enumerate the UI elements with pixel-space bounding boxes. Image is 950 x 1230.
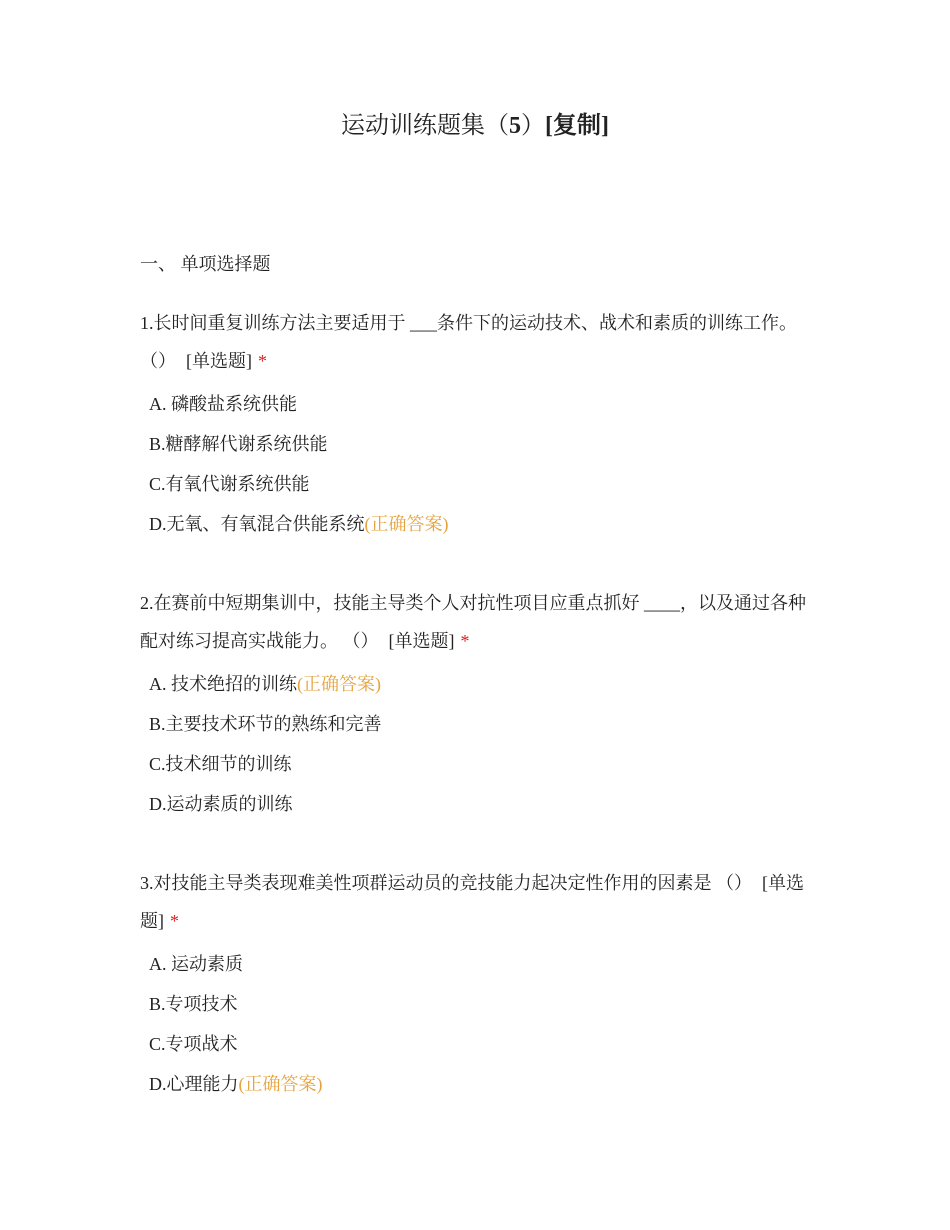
question-text: 3.对技能主导类表现难美性项群运动员的竞技能力起决定性作用的因素是 （） [140,873,752,893]
page-title [0,108,950,144]
option-label: B.主要技术环节的熟练和完善 [149,714,382,734]
option-a[interactable] [149,944,810,984]
option-a[interactable] [149,384,810,424]
option-label: B.糖酵解代谢系统供能 [149,434,328,454]
option-c[interactable] [149,1024,810,1064]
correct-answer-mark: (正确答案) [364,514,449,534]
option-label: C.技术细节的训练 [149,754,292,774]
title-text: 运动训练题集（ [341,113,509,139]
title-number: 5 [509,113,521,139]
title-close: ） [521,113,545,139]
question-3 [140,864,810,1104]
option-label: A. 技术绝招的训练 [149,674,297,694]
question-text: 2.在赛前中短期集训中，技能主导类个人对抗性项目应重点抓好 ____，以及通过各种配对练习提高实战能力。 （） [140,593,806,651]
question-1 [140,304,810,544]
question-type: [单选题] [186,351,252,371]
option-label: C.有氧代谢系统供能 [149,474,310,494]
options-list [140,384,810,544]
options-list [140,664,810,824]
option-b[interactable] [149,984,810,1024]
option-a[interactable] [149,664,810,704]
option-d[interactable] [149,784,810,824]
correct-answer-mark: (正确答案) [238,1074,323,1094]
section-heading: 一、 单项选择题 [140,254,271,274]
option-label: A. 运动素质 [149,954,243,974]
question-stem [140,584,810,660]
required-star: * [258,351,267,371]
question-type: [单选题] [140,873,804,931]
option-label: D.心理能力 [149,1074,239,1094]
option-label: C.专项战术 [149,1034,238,1054]
option-b[interactable] [149,424,810,464]
option-label: D.运动素质的训练 [149,794,293,814]
question-2 [140,584,810,824]
option-d[interactable] [149,504,810,544]
option-c[interactable] [149,464,810,504]
option-b[interactable] [149,704,810,744]
required-star: * [460,631,470,651]
options-list [140,944,810,1104]
correct-answer-mark: (正确答案) [297,674,381,694]
option-c[interactable] [149,744,810,784]
title-tag: [复制] [545,113,609,139]
question-text: 1.长时间重复训练方法主要适用于 ___条件下的运动技术、战术和素质的训练工作。 （） [140,313,797,371]
option-label: B.专项技术 [149,994,238,1014]
option-label: D.无氧、有氧混合供能系统 [149,514,365,534]
option-label: A. 磷酸盐系统供能 [149,394,297,414]
question-stem [140,304,810,380]
question-type: [单选题] [388,631,455,651]
option-d[interactable] [149,1064,810,1104]
required-star: * [170,911,179,931]
question-stem [140,864,810,940]
